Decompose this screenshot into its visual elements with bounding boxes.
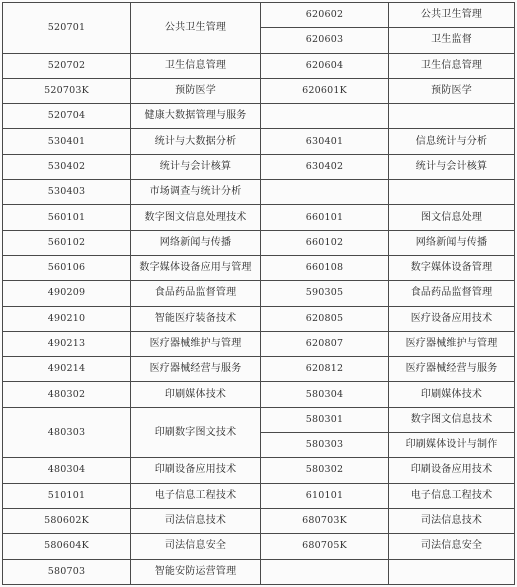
table-row [3,281,515,306]
table-cell: 公共卫生管理 [389,3,515,28]
table-cell: 560102 [3,230,131,255]
table-cell: 印刷媒体技术 [131,382,261,407]
table-cell: 620807 [261,331,389,356]
table-cell: 630402 [261,154,389,179]
table-cell: 信息统计与分析 [389,129,515,154]
table-cell: 健康大数据管理与服务 [131,104,261,129]
table-cell: 530403 [3,180,131,205]
table-row [3,205,515,230]
table-cell [261,559,389,584]
table-cell: 560106 [3,255,131,280]
table-cell: 食品药品监督管理 [389,281,515,306]
table-cell: 司法信息技术 [131,508,261,533]
table-cell: 520703K [3,78,131,103]
table-row [3,230,515,255]
table-row [3,3,515,28]
table-row [3,534,515,559]
table-cell: 510101 [3,483,131,508]
table-cell: 680705K [261,534,389,559]
table-cell: 620604 [261,53,389,78]
major-code-table [2,2,515,585]
table-cell: 医疗器械经营与服务 [389,357,515,382]
table-row [3,104,515,129]
table-cell: 医疗器械维护与管理 [389,331,515,356]
table-cell: 520704 [3,104,131,129]
table-cell: 电子信息工程技术 [389,483,515,508]
table-cell: 智能安防运营管理 [131,559,261,584]
table-cell: 数字图文信息处理技术 [131,205,261,230]
table-cell: 480304 [3,458,131,483]
table-row [3,331,515,356]
table-cell: 市场调查与统计分析 [131,180,261,205]
table-cell: 印刷设备应用技术 [131,458,261,483]
table-cell: 480302 [3,382,131,407]
table-cell [389,559,515,584]
table-cell: 数字图文信息技术 [389,407,515,432]
table-cell: 520702 [3,53,131,78]
table-row [3,483,515,508]
table-row [3,508,515,533]
table-cell: 630401 [261,129,389,154]
table-cell: 预防医学 [389,78,515,103]
table-cell: 660101 [261,205,389,230]
table-cell: 580301 [261,407,389,432]
table-cell: 530401 [3,129,131,154]
table-cell: 司法信息技术 [389,508,515,533]
table-cell: 620812 [261,357,389,382]
table-cell: 网络新闻与传播 [131,230,261,255]
table-row [3,78,515,103]
table-cell: 数字媒体设备应用与管理 [131,255,261,280]
table-row [3,306,515,331]
table-cell: 660102 [261,230,389,255]
table-row [3,255,515,280]
table-cell: 580604K [3,534,131,559]
table-cell: 610101 [261,483,389,508]
table-cell: 580703 [3,559,131,584]
table-cell: 620805 [261,306,389,331]
table-cell: 公共卫生管理 [131,3,261,54]
table-cell: 图文信息处理 [389,205,515,230]
table-cell: 620603 [261,28,389,53]
table-cell: 580304 [261,382,389,407]
table-cell: 480303 [3,407,131,458]
table-row [3,53,515,78]
table-row [3,357,515,382]
table-cell: 统计与会计核算 [131,154,261,179]
table-cell: 统计与会计核算 [389,154,515,179]
table-cell: 印刷媒体技术 [389,382,515,407]
table-cell: 医疗器械维护与管理 [131,331,261,356]
table-cell: 统计与大数据分析 [131,129,261,154]
table-cell: 卫生信息管理 [131,53,261,78]
table-cell: 590305 [261,281,389,306]
table-row [3,407,515,432]
table-cell: 卫生监督 [389,28,515,53]
table-cell: 数字媒体设备管理 [389,255,515,280]
table-cell: 580303 [261,433,389,458]
table-cell: 网络新闻与传播 [389,230,515,255]
table-row [3,154,515,179]
table-row [3,129,515,154]
table-cell: 印刷媒体设计与制作 [389,433,515,458]
table-cell: 司法信息安全 [131,534,261,559]
table-cell: 620602 [261,3,389,28]
table-cell: 490210 [3,306,131,331]
table-cell: 580602K [3,508,131,533]
table-cell: 560101 [3,205,131,230]
table-row [3,382,515,407]
table-cell: 印刷设备应用技术 [389,458,515,483]
table-cell: 智能医疗装备技术 [131,306,261,331]
table-cell [389,180,515,205]
table-row [3,559,515,584]
table-cell: 680703K [261,508,389,533]
table-cell: 医疗器械经营与服务 [131,357,261,382]
table-cell: 530402 [3,154,131,179]
table-cell: 490213 [3,331,131,356]
table-cell [389,104,515,129]
table-cell: 卫生信息管理 [389,53,515,78]
table-cell: 580302 [261,458,389,483]
table-cell: 医疗设备应用技术 [389,306,515,331]
table-cell: 490209 [3,281,131,306]
table-cell: 印刷数字图文技术 [131,407,261,458]
table-cell [261,104,389,129]
table-cell: 620601K [261,78,389,103]
table-cell: 660108 [261,255,389,280]
table-cell: 司法信息安全 [389,534,515,559]
table-cell: 490214 [3,357,131,382]
table-row [3,180,515,205]
table-row [3,458,515,483]
table-cell [261,180,389,205]
table-cell: 电子信息工程技术 [131,483,261,508]
table-cell: 预防医学 [131,78,261,103]
table-cell: 食品药品监督管理 [131,281,261,306]
table-cell: 520701 [3,3,131,54]
